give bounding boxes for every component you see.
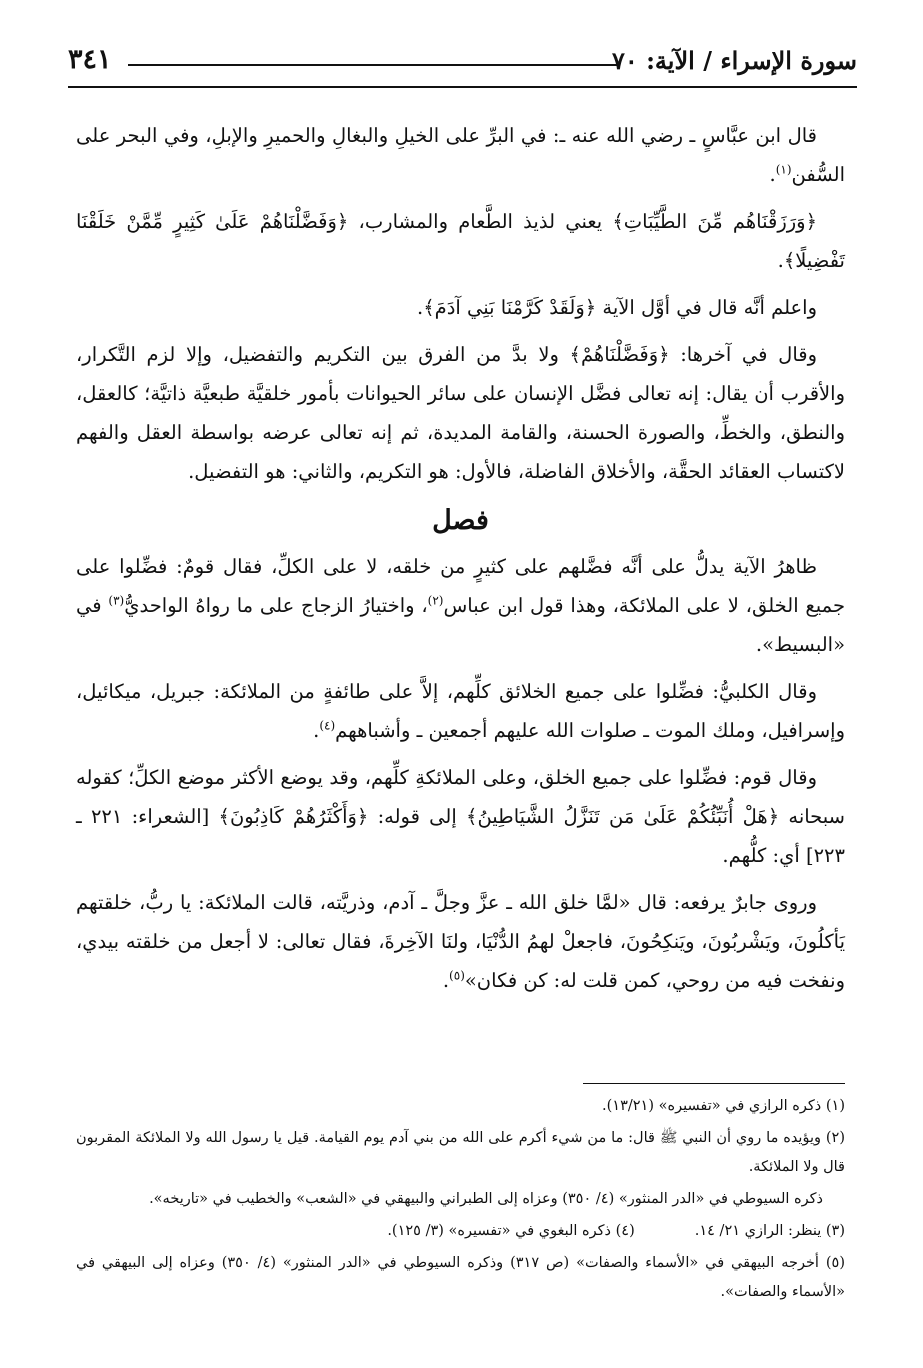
paragraph-2: ﴿وَرَزَقْنَاهُم مِّنَ الطَّيِّبَاتِ﴾ يعني لذيذ الطَّعام والمشارب، ﴿وَفَضَّلْنَاهُمْ عَلَىٰ كَثِيرٍ مِّمَّنْ خَلَقْنَا تَفْضِيلًا﴾.	[76, 210, 845, 272]
footnote-marker-3: (٣)	[108, 593, 125, 608]
paragraph-5: ظاهرُ الآية يدلُّ على أنَّه فضَّلهم على كثيرٍ من خلقه، لا على الكلِّ، فقال قومٌ: فضِّلوا على جميع الخلق، لا على الملائكة، وهذا قول ابن عباس$^{(٢)}$، واختيارُ الزجاج على ما رواهُ الواحديُّ$^{(٣)}$ في «البسيط».	[76, 555, 846, 656]
running-header	[68, 40, 857, 88]
footnote-2: (٢) ويؤيده ما روي أن النبي ﷺ قال: ما من شيء أكرم على الله من بني آدم يوم القيامة. قيل يا رسول الله ولا الملائكة المقربون قال ولا الملائكة.	[76, 1130, 845, 1175]
header-rule	[128, 64, 617, 66]
paragraph-1: قال ابن عبَّاسٍ ـ رضي الله عنه ـ: في البرِّ على الخيلِ والبغالِ والحميرِ والإبلِ، وفي البحر على السُّفن$^{(١)}$.	[76, 124, 845, 186]
footnote-3: (٣) ينظر: الرازي ٢١/ ١٤.	[694, 1223, 845, 1239]
paragraph-4: وقال في آخرها: ﴿وَفَضَّلْنَاهُمْ﴾ ولا بدَّ من الفرق بين التكريم والتفضيل، وإلا لزم التَّكرار، والأقرب أن يقال: إنه تعالى فضَّل الإنسان على سائر الحيوانات بأمور خلقيَّة طبعيَّة ذاتيَّة؛ كالعقل، والنطق، والخطِّ، والصورة الحسنة، والقامة المديدة، ثم إنه تعالى عرضه بواسطة العقل والفهم لاكتساب العقائد الحقَّة، والأخلاق الفاضلة، فالأول: هو التكريم، والثاني: هو التفضيل.	[76, 343, 845, 483]
footnote-marker-5: (٥)	[449, 968, 465, 983]
footnote-marker-4: (٤)	[319, 718, 336, 733]
footnote-4: (٤) ذكره البغوي في «تفسيره» (٣/ ١٢٥).	[387, 1223, 635, 1239]
section-heading: فصل	[432, 505, 489, 536]
paragraph-3: واعلم أنَّه قال في أوَّل الآية ﴿وَلَقَدْ كَرَّمْنَا بَنِي آدَمَ﴾.	[417, 296, 817, 319]
footnote-1: (١) ذكره الرازي في «تفسيره» (١٣/٢١).	[602, 1098, 845, 1114]
footnote-marker-1: (١)	[775, 162, 792, 177]
sura-title: سورة الإسراء / الآية: ٧٠	[611, 46, 857, 75]
page-number: ٣٤١	[68, 44, 112, 75]
footnote-separator	[583, 1083, 845, 1084]
footnotes	[76, 1092, 845, 1310]
paragraph-6: وقال الكلبيُّ: فضِّلوا على جميع الخلائق كلِّهم، إلاَّ على طائفةٍ من الملائكة: جبريل، ميكائيل، وإسرافيل، وملك الموت ـ صلوات الله عليهم أجمعين ـ وأشباههم$^{(٤)}$.	[76, 680, 845, 742]
paragraph-8: وروى جابرٌ يرفعه: قال «لمَّا خلق الله ـ عزَّ وجلَّ ـ آدم، وذريَّته، قالت الملائكة: يا ربُّ، خلقتهم يَأكلُونَ، ويَشْربُونَ، ويَنكِحُونَ، فاجعلْ لهمُ الدُّنْيَا، ولنَا الآخِرةَ، فقال تعالى: لا أجعل من خلقته بيدي، ونفخت فيه من روحي، كمن قلت له: كن فكان»$^{(٥)}$.	[76, 891, 845, 992]
main-text	[76, 116, 845, 1008]
footnote-row-3-4	[76, 1217, 845, 1246]
footnote-2-continuation: ذكره السيوطي في «الدر المنثور» (٤/ ٣٥٠) وعزاه إلى الطبراني والبيهقي في «الشعب» والخطيب في «تاريخه».	[149, 1191, 823, 1207]
paragraph-7: وقال قوم: فضِّلوا على جميع الخلق، وعلى الملائكةِ كلِّهم، وقد يوضع الأكثر موضع الكلِّ؛ كقوله سبحانه ﴿هَلْ أُنَبِّئُكُمْ عَلَىٰ مَن تَنَزَّلُ الشَّيَاطِينُ﴾ إلى قوله: ﴿وَأَكْثَرُهُمْ كَاذِبُونَ﴾ [الشعراء: ٢٢١ ـ ٢٢٣] أي: كلُّهم.	[76, 766, 845, 867]
footnote-marker-2: (٢)	[427, 593, 444, 608]
footnote-5: (٥) أخرجه البيهقي في «الأسماء والصفات» (ص ٣١٧) وذكره السيوطي في «الدر المنثور» (٤/ ٣٥٠) وعزاه إلى البيهقي في «الأسماء والصفات».	[76, 1255, 845, 1300]
